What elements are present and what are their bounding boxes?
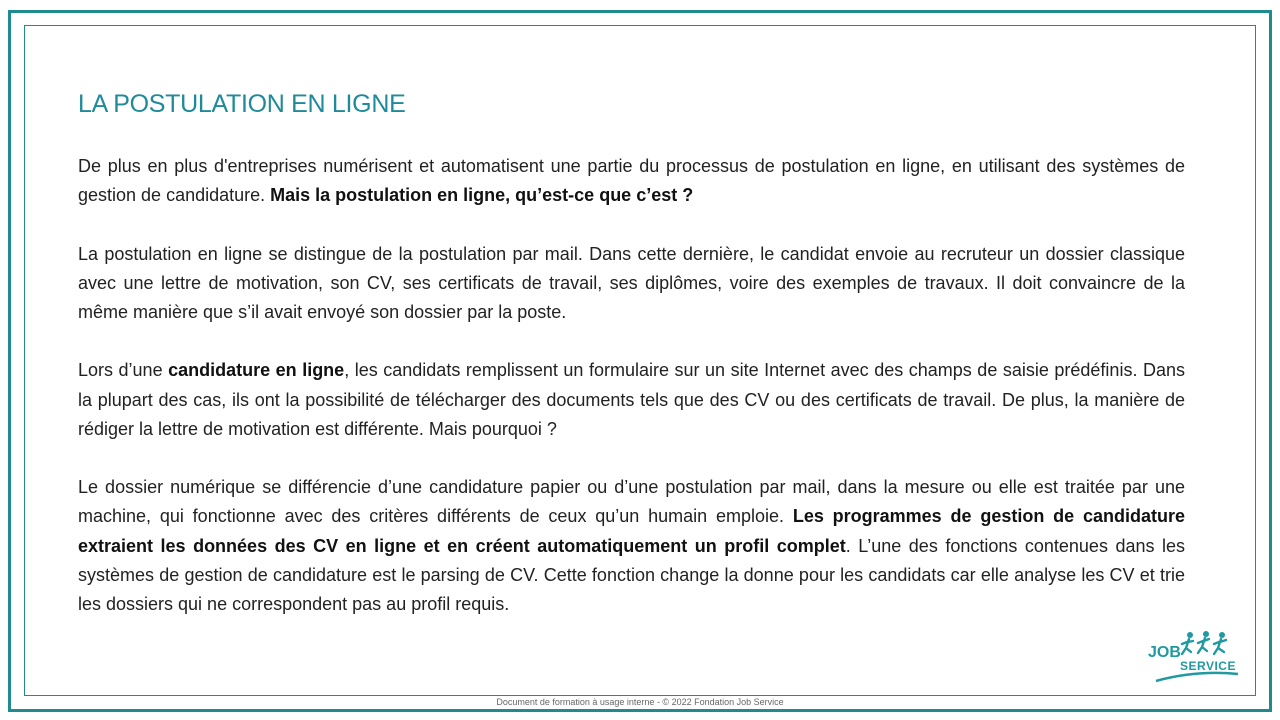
paragraph-4-text-start: Le dossier numérique se différencie d’une candidature papier ou d’une postulation par mail, dans la mesure ou elle est traitée par une machine, qui fonctionne avec des critères différents de ceux qu’un humain emploie. — [78, 477, 1185, 527]
page-title: LA POSTULATION EN LIGNE — [78, 90, 406, 118]
paragraph-3-text-start: Lors d’une — [78, 360, 169, 381]
paragraph-2 — [78, 240, 1185, 328]
paragraph-3 — [78, 356, 1185, 444]
paragraph-4 — [78, 473, 1185, 619]
paragraph-1 — [78, 152, 1185, 210]
job-service-logo — [1146, 630, 1242, 684]
paragraph-4-emphasis: Les programmes de gestion de candidature extraient les données des CV en ligne et en créent automatiquement un profil complet — [78, 506, 1185, 556]
footer-text: Document de formation à usage interne - © 2022 Fondation Job Service — [496, 697, 784, 707]
body-text — [78, 152, 1185, 648]
paragraph-4-text-end: . L’une des fonctions contenues dans les systèmes de gestion de candidature est le parsing de CV. Cette fonction change la donne pour les candidats car elle analyse les CV et trie les dossiers qui ne correspondent pas au profil requis. — [78, 535, 1185, 614]
logo-swoosh — [1156, 673, 1238, 681]
paragraph-3-emphasis: candidature en ligne — [168, 360, 345, 381]
paragraph-1-text: De plus en plus d'entreprises numérisent et automatisent une partie du processus de postulation en ligne, en utilisant des systèmes de gestion de candidature. — [78, 156, 1185, 206]
running-people-icon — [1182, 631, 1226, 654]
logo-text-job: JOB — [1148, 644, 1181, 661]
paragraph-3-text-end: , les candidats remplissent un formulaire sur un site Internet avec des champs de saisie prédéfinis. Dans la plupart des cas, ils ont la possibilité de télécharger des documents tels que des CV ou des certificats de travail. De plus, la manière de rédiger la lettre de motivation est différente. Mais pourquoi ? — [78, 360, 1185, 439]
paragraph-2-text: La postulation en ligne se distingue de la postulation par mail. Dans cette dernière, le candidat envoie au recruteur un dossier classique avec une lettre de motivation, son CV, ses certificats de travail, ses diplômes, voire des exemples de travaux. Il doit convaincre de la même manière que s’il avait envoyé son dossier par la poste. — [78, 243, 1185, 322]
paragraph-1-emphasis: Mais la postulation en ligne, qu’est-ce que c’est ? — [270, 185, 694, 206]
logo-text-service: SERVICE — [1180, 659, 1236, 673]
